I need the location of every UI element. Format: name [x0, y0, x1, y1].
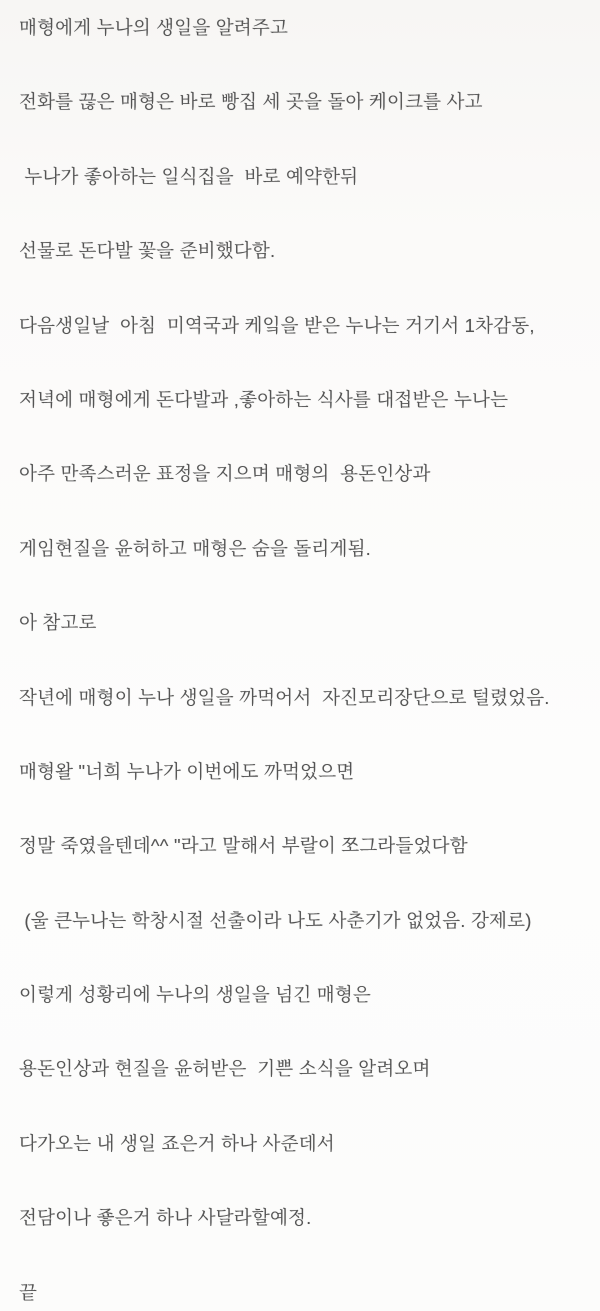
text-line: 아주 만족스러운 표정을 지으며 매형의 용돈인상과 [19, 463, 431, 485]
text-line: 저녁에 매형에게 돈다발과 ,좋아하는 식사를 대접받은 누나는 [19, 388, 509, 410]
text-line: 전담이나 죻은거 하나 사달라할예정. [19, 1207, 312, 1229]
text-line: 아 참고로 [19, 612, 97, 634]
text-line: 이렇게 성황리에 누나의 생일을 넘긴 매형은 [19, 984, 371, 1006]
text-line: 매형에게 누나의 생일을 알려주고 [19, 17, 289, 38]
text-line: 다가오는 내 생일 죠은거 하나 사준데서 [19, 1132, 335, 1154]
text-line: 작년에 매형이 누나 생일을 까먹어서 자진모리장단으로 털렸었음. [19, 686, 550, 708]
text-line: 선물로 돈다발 꽃을 준비했다함. [19, 240, 276, 262]
text-line: 끝 [19, 1281, 38, 1303]
text-line: 용돈인상과 현질을 윤허받은 기쁜 소식을 알려오며 [19, 1058, 431, 1080]
text-line: 전화를 끊은 매형은 바로 빵집 세 곳을 돌아 케이크를 사고 [19, 91, 483, 113]
text-line: 매형왈 "너희 누나가 이번에도 까먹었으면 [19, 760, 355, 782]
text-line: 정말 죽였을텐데^^ "라고 말해서 부랄이 쪼그라들었다함 [19, 835, 468, 857]
text-line: 게임현질을 윤허하고 매형은 숨을 돌리게됨. [19, 537, 371, 559]
text-line: (울 큰누나는 학창시절 선출이라 나도 사춘기가 없었음. 강제로) [19, 909, 532, 931]
text-line: 누나가 좋아하는 일식집을 바로 예약한뒤 [19, 165, 359, 187]
text-line: 다음생일날 아침 미역국과 케잌을 받은 누나는 거기서 1차감동, [19, 314, 535, 336]
